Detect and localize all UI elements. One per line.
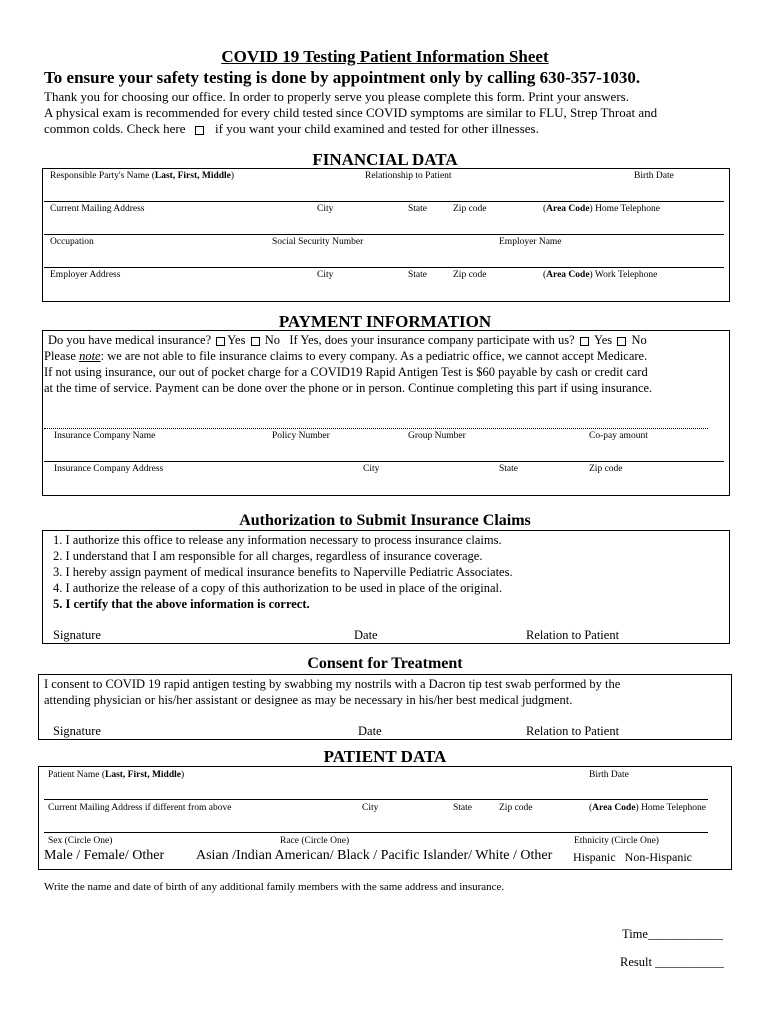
birth-date-label: Birth Date <box>634 171 674 181</box>
financial-box <box>42 168 730 302</box>
exam-checkbox[interactable] <box>195 126 204 135</box>
race-label: Race (Circle One) <box>280 836 350 846</box>
patient-zip-label: Zip code <box>499 803 533 813</box>
intro-line-3 <box>44 121 539 137</box>
financial-line-3[interactable] <box>44 267 724 268</box>
consent-date-label[interactable]: Date <box>358 724 382 738</box>
sex-options[interactable]: Male / Female/ Other <box>44 848 165 863</box>
authorization-heading: Authorization to Submit Insurance Claims <box>239 512 531 529</box>
employer-city-label: City <box>317 270 334 280</box>
group-number-label: Group Number <box>408 431 466 441</box>
patient-name-label: Patient Name (Last, First, Middle) <box>48 770 185 780</box>
payment-line-4: at the time of service. Payment can be done over the phone or in person. Continue completing this part if using insurance. <box>44 381 653 395</box>
insurance-name-label: Insurance Company Name <box>54 431 156 441</box>
participate-no-checkbox[interactable] <box>617 337 626 346</box>
patient-state-label: State <box>453 803 472 813</box>
employer-name-label: Employer Name <box>499 237 562 247</box>
insurance-yes-checkbox[interactable] <box>216 337 225 346</box>
intro-line-1: Thank you for choosing our office. In order to properly serve you please complete this form. Print your answers. <box>44 89 629 104</box>
employer-zip-label: Zip code <box>453 270 487 280</box>
participate-yes-checkbox[interactable] <box>580 337 589 346</box>
zip-label: Zip code <box>453 204 487 214</box>
intro-line-2: A physical exam is recommended for every child tested since COVID symptoms are similar to FLU, Strep Throat and <box>44 105 658 120</box>
time-field[interactable]: Time____________ <box>622 927 723 941</box>
insurance-no-checkbox[interactable] <box>251 337 260 346</box>
family-note: Write the name and date of birth of any additional family members with the same address and insurance. <box>44 881 505 893</box>
ssn-label: Social Security Number <box>272 237 364 247</box>
result-field[interactable]: Result ___________ <box>620 955 724 969</box>
consent-line-2: attending physician or his/her assistant or designee as may be necessary in his/her best medical judgment. <box>44 693 573 707</box>
intro-line-3b: if you want your child examined and tested for other illnesses. <box>215 121 539 136</box>
patient-heading: PATIENT DATA <box>323 747 447 766</box>
city-label: City <box>317 204 334 214</box>
occupation-label: Occupation <box>50 237 94 247</box>
copay-label: Co-pay amount <box>589 431 648 441</box>
authorization-item: 5. I certify that the above information is correct. <box>53 597 310 611</box>
race-options[interactable]: Asian /Indian American/ Black / Pacific Islander/ White / Other <box>196 848 553 863</box>
relationship-label: Relationship to Patient <box>365 171 452 181</box>
payment-line-3: If not using insurance, our out of pocket charge for a COVID19 Rapid Antigen Test is $60 payable by cash or credit card <box>44 365 648 379</box>
authorization-list <box>53 532 513 612</box>
state-label: State <box>408 204 427 214</box>
insurance-address-label: Insurance Company Address <box>54 464 164 474</box>
authorization-item: 3. I hereby assign payment of medical insurance benefits to Naperville Pediatric Associates. <box>53 565 513 579</box>
payment-note: Please note: we are not able to file insurance claims to every company. As a pediatric office, we cannot accept Medicare. <box>44 349 648 363</box>
consent-signature-label[interactable]: Signature <box>53 724 101 738</box>
auth-date-label[interactable]: Date <box>354 628 378 642</box>
intro-line-3a: common colds. Check here <box>44 121 186 136</box>
employer-state-label: State <box>408 270 427 280</box>
ethnicity-label: Ethnicity (Circle One) <box>574 836 659 846</box>
page-subtitle: To ensure your safety testing is done by appointment only by calling 630-357-1030. <box>44 68 641 87</box>
authorization-item: 1. I authorize this office to release any information necessary to process insurance claims. <box>53 533 502 547</box>
patient-line-2[interactable] <box>44 832 708 833</box>
sex-label: Sex (Circle One) <box>48 836 113 846</box>
work-phone-label: (Area Code) Work Telephone <box>543 270 658 280</box>
patient-phone-label: (Area Code) Home Telephone <box>589 803 706 813</box>
insurance-city-label: City <box>363 464 380 474</box>
financial-heading: FINANCIAL DATA <box>312 150 458 169</box>
consent-heading: Consent for Treatment <box>307 655 463 672</box>
financial-line-2[interactable] <box>44 234 724 235</box>
consent-relation-label[interactable]: Relation to Patient <box>526 724 620 738</box>
patient-birth-label: Birth Date <box>589 770 629 780</box>
page-title: COVID 19 Testing Patient Information Sheet <box>221 47 549 66</box>
mailing-address-label: Current Mailing Address <box>50 204 145 214</box>
responsible-name-label: Responsible Party's Name (Last, First, Middle) <box>50 171 235 181</box>
ethnicity-options[interactable]: Hispanic Non-Hispanic <box>573 850 692 864</box>
insurance-zip-label: Zip code <box>589 464 623 474</box>
auth-signature-label[interactable]: Signature <box>53 628 101 642</box>
policy-number-label: Policy Number <box>272 431 330 441</box>
patient-line-1[interactable] <box>44 799 708 800</box>
financial-line-1[interactable] <box>44 201 724 202</box>
insurance-line-2[interactable] <box>44 461 724 462</box>
payment-heading: PAYMENT INFORMATION <box>278 312 492 331</box>
auth-relation-label[interactable]: Relation to Patient <box>526 628 620 642</box>
insurance-state-label: State <box>499 464 518 474</box>
patient-address-label: Current Mailing Address if different from above <box>48 803 232 813</box>
employer-address-label: Employer Address <box>50 270 121 280</box>
insurance-question: Do you have medical insurance? Yes No If Yes, does your insurance company participate with us? Yes No <box>48 333 647 347</box>
insurance-line-1[interactable] <box>44 428 708 429</box>
home-phone-label: (Area Code) Home Telephone <box>543 204 660 214</box>
authorization-item: 2. I understand that I am responsible for all charges, regardless of insurance coverage. <box>53 549 483 563</box>
authorization-item: 4. I authorize the release of a copy of this authorization to be used in place of the original. <box>53 581 503 595</box>
consent-line-1: I consent to COVID 19 rapid antigen testing by swabbing my nostrils with a Dacron tip test swab performed by the <box>44 677 621 691</box>
patient-city-label: City <box>362 803 379 813</box>
